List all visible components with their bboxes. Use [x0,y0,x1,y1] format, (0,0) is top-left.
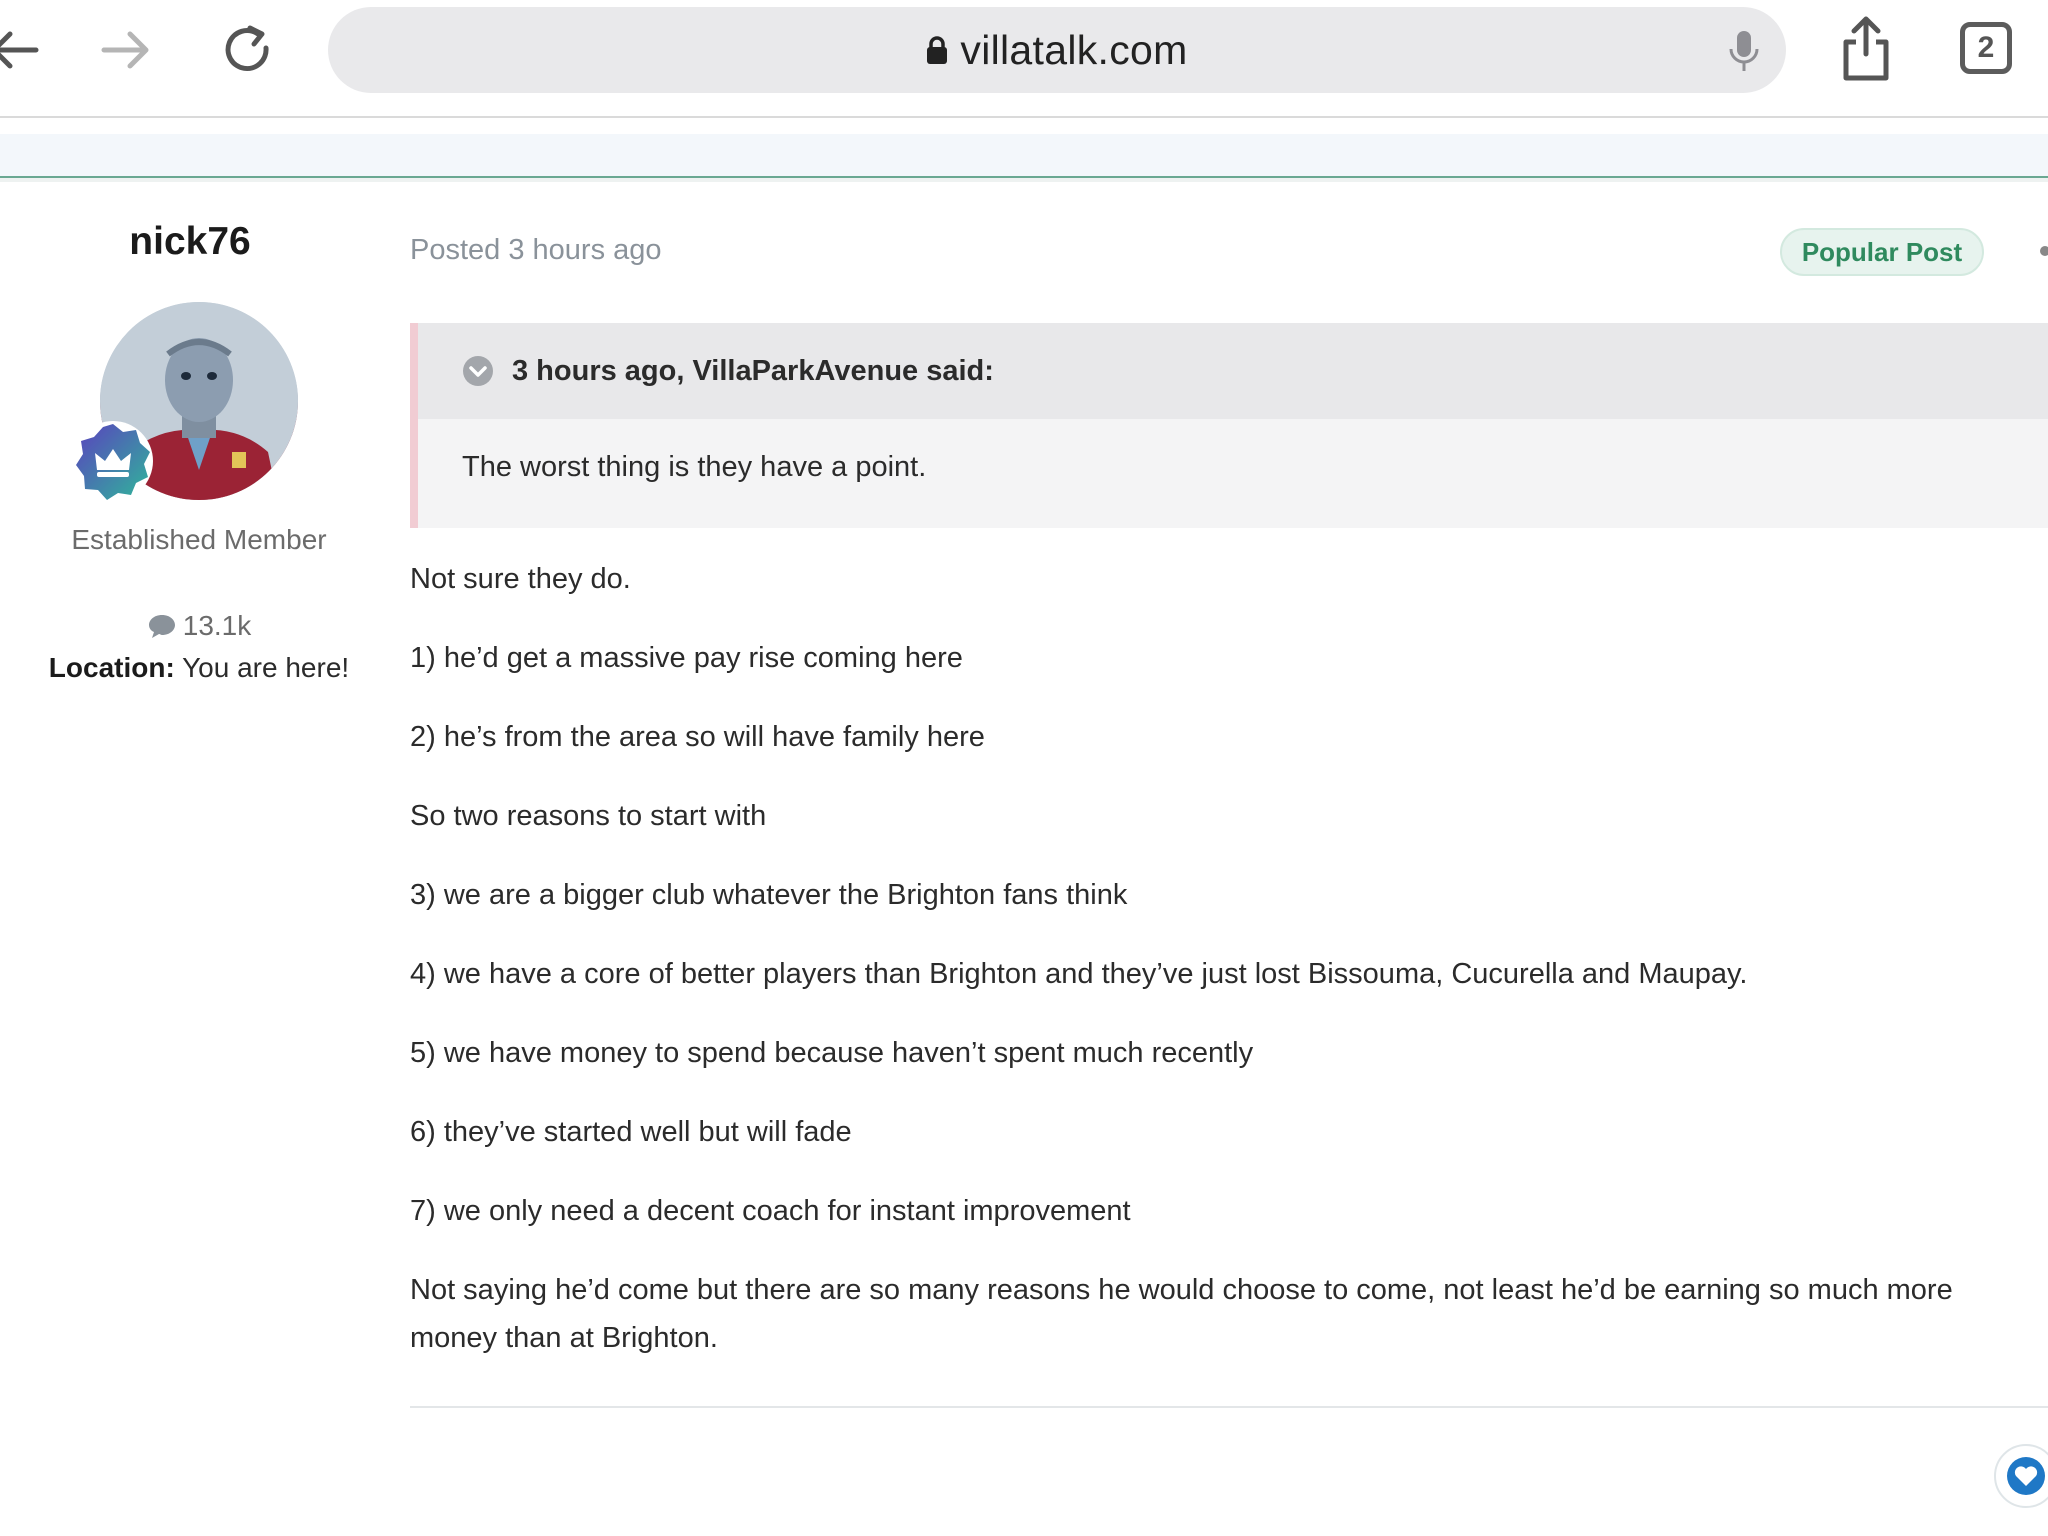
toolbar-divider [0,116,2048,118]
location-label: Location: [48,652,175,683]
post-paragraph: 7) we only need a decent coach for instant improvement [410,1195,1131,1227]
popular-post-badge: Popular Post [1780,228,1984,276]
url-text: villatalk.com [960,26,1188,73]
chevron-down-circle-icon[interactable] [462,355,494,387]
page-header-strip [0,134,2048,179]
forward-button[interactable] [98,22,154,78]
microphone-icon[interactable] [1728,29,1760,73]
post-timestamp[interactable]: Posted 3 hours ago [410,234,662,266]
arrow-left-icon [0,22,42,78]
post-paragraph: So two reasons to start with [410,800,767,832]
reload-button[interactable] [220,22,276,78]
author-username[interactable]: nick76 [129,220,251,263]
quote-attribution: 3 hours ago, VillaParkAvenue said: [512,354,994,387]
post-paragraph: 6) they’ve started well but will fade [410,1116,852,1148]
tab-count: 2 [1977,31,1995,64]
post-paragraph: 4) we have a core of better players than Brighton and they’ve just lost Bissouma, Cucurella and Maupay. [410,958,1748,990]
author-rank: Established Member [71,524,327,555]
post-body [410,555,2030,1362]
post-paragraph: 2) he’s from the area so will have family here [410,721,985,753]
heart-icon [2006,1456,2046,1496]
author-post-count [40,610,358,642]
header-shadow [0,178,2048,182]
post-paragraph: 1) he’d get a massive pay rise coming here [410,642,963,674]
post-paragraph: 3) we are a bigger club whatever the Brighton fans think [410,879,1128,911]
post-paragraph: 5) we have money to spend because haven’t spent much recently [410,1037,1254,1069]
reload-icon [220,22,276,78]
post-divider [410,1406,2048,1408]
back-button[interactable] [0,22,42,78]
quote-text: The worst thing is they have a point. [462,451,927,483]
crown-rank-badge-icon [72,420,154,502]
location-value: You are here! [182,652,350,683]
quote-block [410,323,2048,528]
quote-header[interactable] [418,323,2048,419]
lock-icon [926,35,948,65]
address-bar[interactable] [328,7,1786,93]
author-location [40,652,358,684]
post-paragraph: Not sure they do. [410,563,631,595]
tabs-button[interactable] [1960,22,2012,74]
browser-toolbar [0,0,2048,102]
arrow-right-icon [98,22,154,78]
reaction-button[interactable] [1994,1444,2048,1508]
share-icon[interactable] [1836,14,1896,84]
post-count-value: 13.1k [182,610,252,641]
url-display[interactable] [328,7,1786,93]
post-menu-edge[interactable] [2040,246,2048,256]
comment-icon [147,613,177,639]
post-paragraph: Not saying he’d come but there are so many reasons he would choose to come, not least he’d be earning so much more money than at Brighton. [410,1274,1953,1354]
